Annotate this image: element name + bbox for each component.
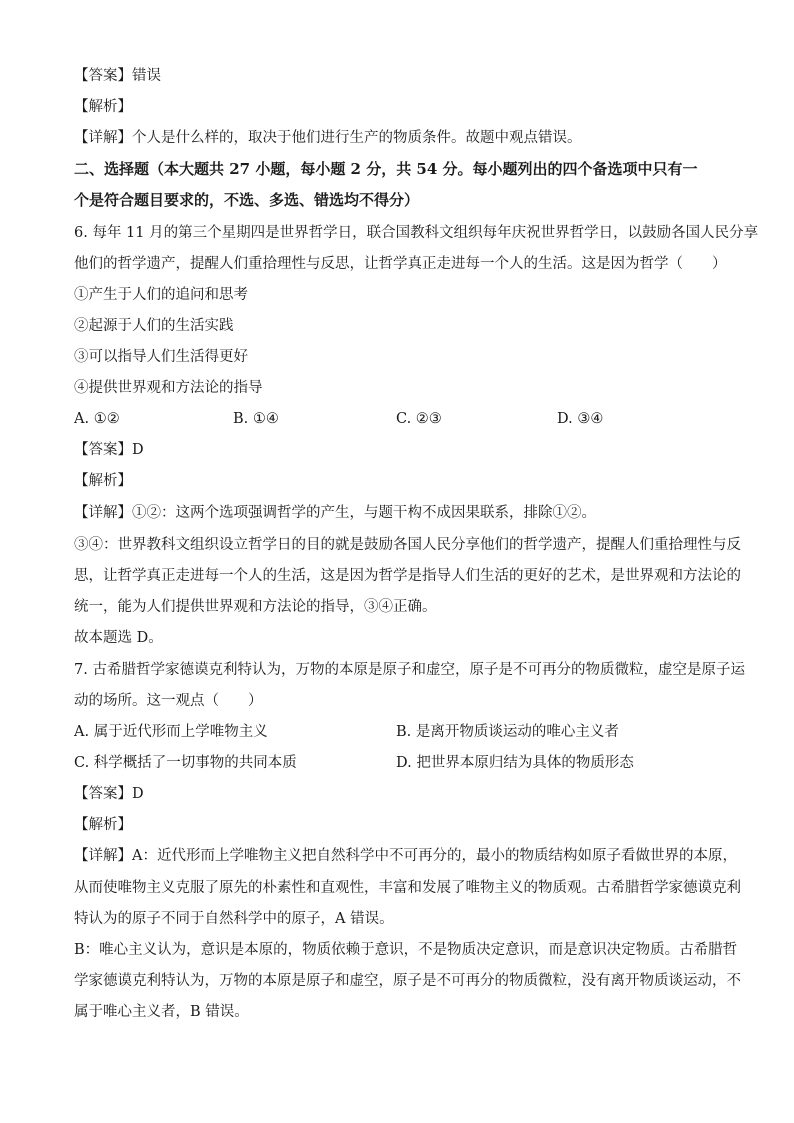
explanation-5: 【详解】个人是什么样的，取决于他们进行生产的物质条件。故题中观点错误。 [74,130,582,146]
statement-3: ③可以指导人们生活得更好 [74,349,248,365]
question-6-line-1: 6. 每年 11 月的第三个星期四是世界哲学日，联合国教科文组织每年庆祝世界哲学日，以鼓励各国人民分享 [74,225,759,241]
analysis-label-5: 【解析】 [74,99,132,115]
statement-2: ②起源于人们的生活实践 [74,318,234,334]
question-7-line-2: 动的场所。这一观点（ ） [74,693,263,709]
explanation-7-line-2: 从而使唯物主义克服了原先的朴素性和直观性，丰富和发展了唯物主义的物质观。古希腊哲学家德谟克利 [74,880,741,896]
analysis-label-6: 【解析】 [74,473,132,489]
explanation-6-line-3: 思，让哲学真正走进每一个人的生活，这是因为哲学是指导人们生活的更好的艺术，是世界观和方法论的 [74,568,741,584]
explanation-7-line-5: 学家德谟克利特认为，万物的本原是原子和虚空，原子是不可再分的物质微粒，没有离开物质谈运动，不 [74,973,741,989]
section-heading-line-1: 二、选择题（本大题共 27 小题，每小题 2 分，共 54 分。每小题列出的四个备选项中只有一 [74,160,698,178]
explanation-7-line-3: 特认为的原子不同于自然科学中的原子，A 错误。 [74,911,394,927]
q6-option-b: B. ①④ [233,411,279,427]
q7-option-b: B. 是离开物质谈运动的唯心主义者 [396,724,619,740]
answer-label-6: 【答案】D [74,442,144,458]
q7-option-c: C. 科学概括了一切事物的共同本质 [74,755,297,771]
q7-option-d: D. 把世界本原归结为具体的物质形态 [396,755,634,771]
q7-option-a: A. 属于近代形而上学唯物主义 [74,724,268,740]
q6-option-d: D. ③④ [557,411,604,427]
explanation-6-line-1: 【详解】①②：这两个选项强调哲学的产生，与题干构不成因果联系，排除①②。 [74,505,596,521]
explanation-7-line-6: 属于唯心主义者，B 错误。 [74,1004,249,1020]
section-heading-line-2: 个是符合题目要求的，不选、多选、错选均不得分） [74,191,420,209]
explanation-7-line-4: B：唯心主义认为，意识是本原的，物质依赖于意识，不是物质决定意识，而是意识决定物质。古希腊哲 [74,942,738,958]
question-7-line-1: 7. 古希腊哲学家德谟克利特认为，万物的本原是原子和虚空，原子是不可再分的物质微粒，虚空是原子运 [74,662,745,678]
explanation-7-line-1: 【详解】A：近代形而上学唯物主义把自然科学中不可再分的，最小的物质结构如原子看做世界的本原， [74,848,737,864]
q6-option-c: C. ②③ [396,411,442,427]
answer-label-5: 【答案】错误 [74,68,161,84]
explanation-6-line-2: ③④：世界教科文组织设立哲学日的目的就是鼓励各国人民分享他们的哲学遗产，提醒人们重拾理性与反 [74,537,741,553]
statement-1: ①产生于人们的追问和思考 [74,287,248,303]
q6-option-a: A. ①② [74,411,120,427]
conclusion-6: 故本题选 D。 [74,630,163,646]
question-6-line-2: 他们的哲学遗产，提醒人们重拾理性与反思，让哲学真正走进每一个人的生活。这是因为哲学（ ） [74,256,727,272]
explanation-6-line-4: 统一，能为人们提供世界观和方法论的指导，③④正确。 [74,599,437,615]
answer-label-7: 【答案】D [74,786,144,802]
statement-4: ④提供世界观和方法论的指导 [74,380,263,396]
analysis-label-7: 【解析】 [74,817,132,833]
